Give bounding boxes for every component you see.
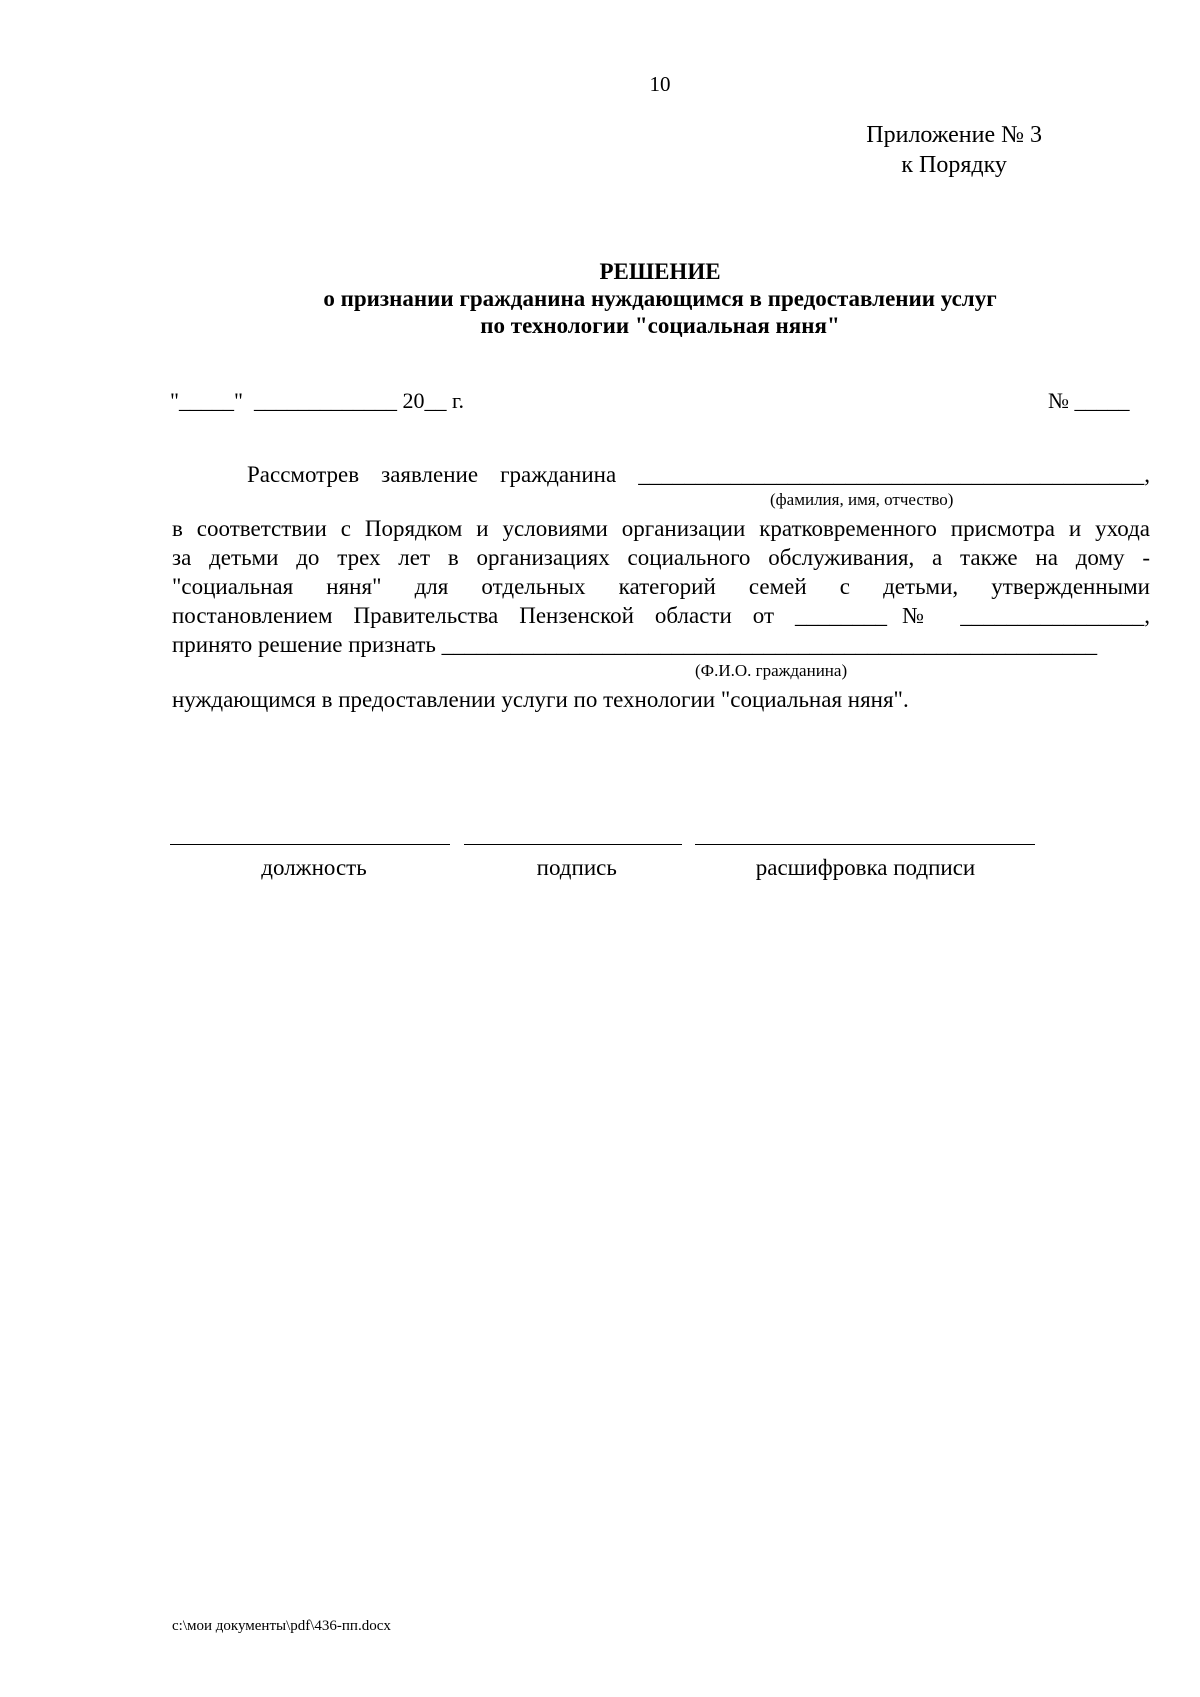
citizen-fio-caption: (Ф.И.О. гражданина) — [695, 661, 848, 680]
paragraph-line: "социальная няня" для отдельных категорий семей с детьми, утвержденными — [172, 574, 1150, 599]
appendix-number: Приложение № 3 — [866, 122, 1042, 148]
file-path-footer: c:\мои документы\pdf\436-пп.docx — [172, 1618, 391, 1634]
paragraph-line: постановлением Правительства Пензенской области от ________№ ________________, — [172, 603, 1150, 628]
signature-labels — [170, 855, 1036, 881]
decoding-blank — [695, 822, 1035, 845]
page-number: 10 — [649, 72, 671, 96]
final-line: нуждающимся в предоставлении услуги по технологии "социальная няня". — [172, 687, 909, 712]
document-title — [0, 258, 1200, 339]
number-field: № _____ — [1048, 388, 1130, 413]
application-line: Рассмотрев заявление гражданина ____________________________________________, — [247, 462, 1150, 487]
title-subheading-2: по технологии "социальная няня" — [480, 313, 840, 338]
signature-lines — [170, 822, 1043, 851]
title-subheading-1: о признании гражданина нуждающимся в предоставлении услуг — [323, 286, 997, 311]
position-blank — [170, 822, 450, 845]
fio-caption: (фамилия, имя, отчество) — [770, 490, 954, 509]
appendix-reference: к Порядку — [901, 152, 1007, 178]
appendix-header — [866, 120, 1042, 180]
position-label: должность — [261, 855, 367, 880]
signature-blank — [464, 822, 682, 845]
paragraph-line: принято решение признать _________________________________________________________ — [172, 632, 1098, 657]
date-field: "_____" _____________ 20__ г. — [170, 388, 465, 413]
paragraph-line: в соответствии с Порядком и условиями организации кратковременного присмотра и ухода — [172, 516, 1150, 541]
paragraph-line: за детьми до трех лет в организациях социального обслуживания, а также на дому - — [172, 545, 1150, 570]
decision-paragraph — [172, 514, 1150, 659]
signature-label: подпись — [536, 855, 617, 880]
title-heading: РЕШЕНИЕ — [599, 259, 721, 284]
decoding-label: расшифровка подписи — [755, 855, 976, 880]
